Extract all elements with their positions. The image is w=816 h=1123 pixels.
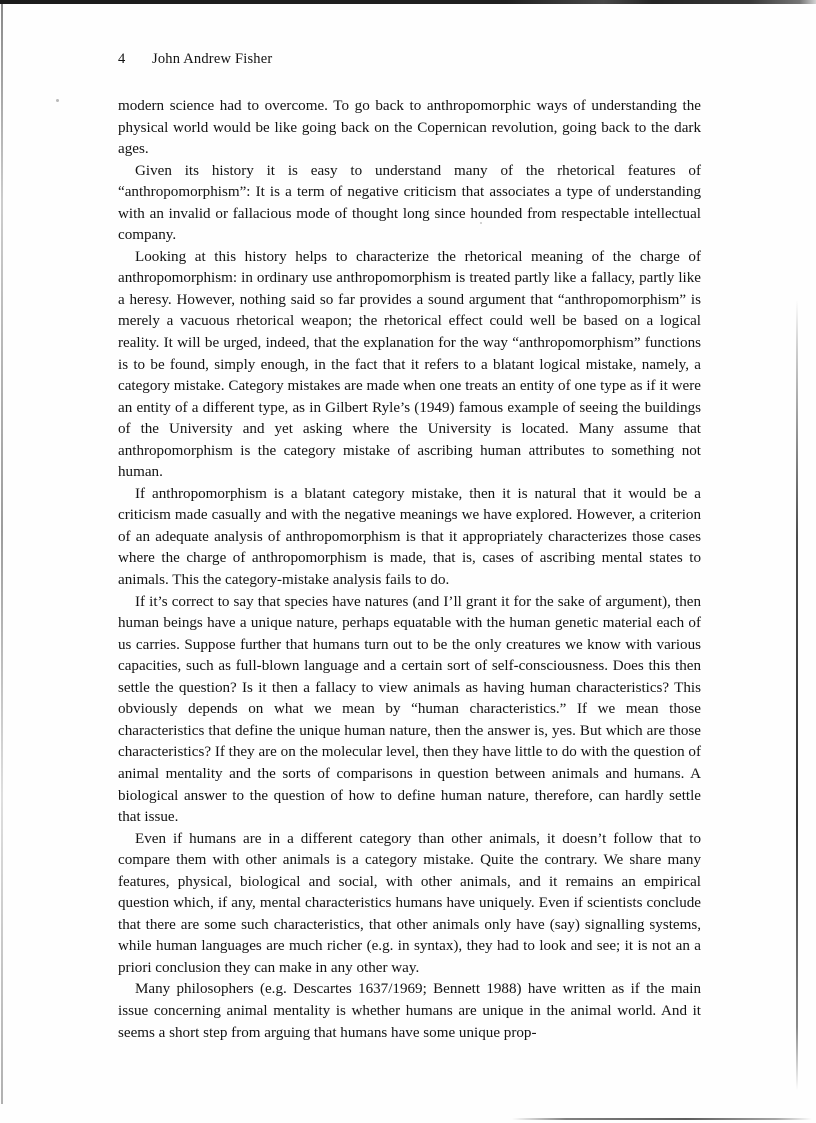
paragraph: Even if humans are in a different category than other animals, it doesn’t follow that to compare them with other animals is a category mistake. Quite the contrary. We share many features, physical, biological and social, with other animals, and it remains an empirical question which, if any, mental characteristics humans have uniquely. Even if scientists conclude that there are some such characteristics, that other animals only have (say) signalling systems, while human languages are much richer (e.g. in syntax), they had to look and see; it is not an a priori conclusion they can make in any other way. bbox=[118, 830, 701, 976]
paragraph: If anthropomorphism is a blatant category mistake, then it is natural that it would be a criticism made casually and with the negative meanings we have explored. However, a criterion of an adequate analysis of anthropomorphism is that it appropriately characterizes those cases where the charge of anthropomorphism is made, that is, cases of ascribing mental states to animals. This the category-mistake analysis fails to do. bbox=[118, 485, 701, 589]
scan-edge-right-artifact bbox=[796, 300, 798, 1090]
body-text-block bbox=[118, 96, 701, 1044]
scan-edge-top-artifact bbox=[0, 0, 816, 4]
running-title: John Andrew Fisher bbox=[152, 51, 273, 67]
scan-edge-bottom-artifact bbox=[512, 1118, 812, 1120]
scan-edge-left-artifact bbox=[1, 4, 3, 1104]
paragraph: Looking at this history helps to characterize the rhetorical meaning of the charge of anthropomorphism: in ordinary use anthropomorphism is treated partly like a fallacy, partly like a heresy. However, nothing said so far provides a sound argument that “anthropomorphism” is merely a vacuous rhetorical weapon; the rhetorical effect could well be based on a logical reality. It will be urged, indeed, that the explanation for the way “anthropomorphism” functions is to be found, simply enough, in the fact that it refers to a blatant logical mistake, namely, a category mistake. Category mistakes are made when one treats an entity of one type as if it were an entity of a different type, as in Gilbert Ryle’s (1949) famous example of seeing the buildings of the University and yet asking where the University is located. Many assume that anthropomorphism is the category mistake of ascribing human attributes to something not human. bbox=[118, 248, 701, 481]
page-number: 4 bbox=[118, 51, 126, 67]
paragraph: If it’s correct to say that species have natures (and I’ll grant it for the sake of argument), then human beings have a unique nature, perhaps equatable with the human genetic material each of us carries. Suppose further that humans turn out to be the only creatures we know with various capacities, such as full-blown language and a certain sort of self-consciousness. Does this then settle the question? Is it then a fallacy to view animals as having human characteristics? This obviously depends on what we mean by “human characteristics.” If we mean those characteristics that define the unique human nature, then the answer is, yes. But which are those characteristics? If they are on the molecular level, then they have little to do with the question of animal mentality and the sorts of comparisons in question between animals and humans. A biological answer to the question of how to define human nature, therefore, can hardly settle that issue. bbox=[118, 593, 701, 826]
paragraph: Many philosophers (e.g. Descartes 1637/1969; Bennett 1988) have written as if the main issue concerning animal mentality is whether humans are unique in the animal world. And it seems a short step from arguing that humans have some unique prop- bbox=[118, 981, 701, 1041]
paragraph: Given its history it is easy to understand many of the rhetorical features of “anthropomorphism”: It is a term of negative criticism that associates a type of understanding with an invalid or fallacious mode of thought long since hounded from respectable intellectual company. bbox=[118, 162, 701, 244]
running-head bbox=[118, 51, 272, 68]
paragraph: modern science had to overcome. To go back to anthropomorphic ways of understanding the physical world would be like going back on the Copernican revolution, going back to the dark ages. bbox=[118, 98, 701, 158]
scan-speck bbox=[56, 99, 59, 102]
